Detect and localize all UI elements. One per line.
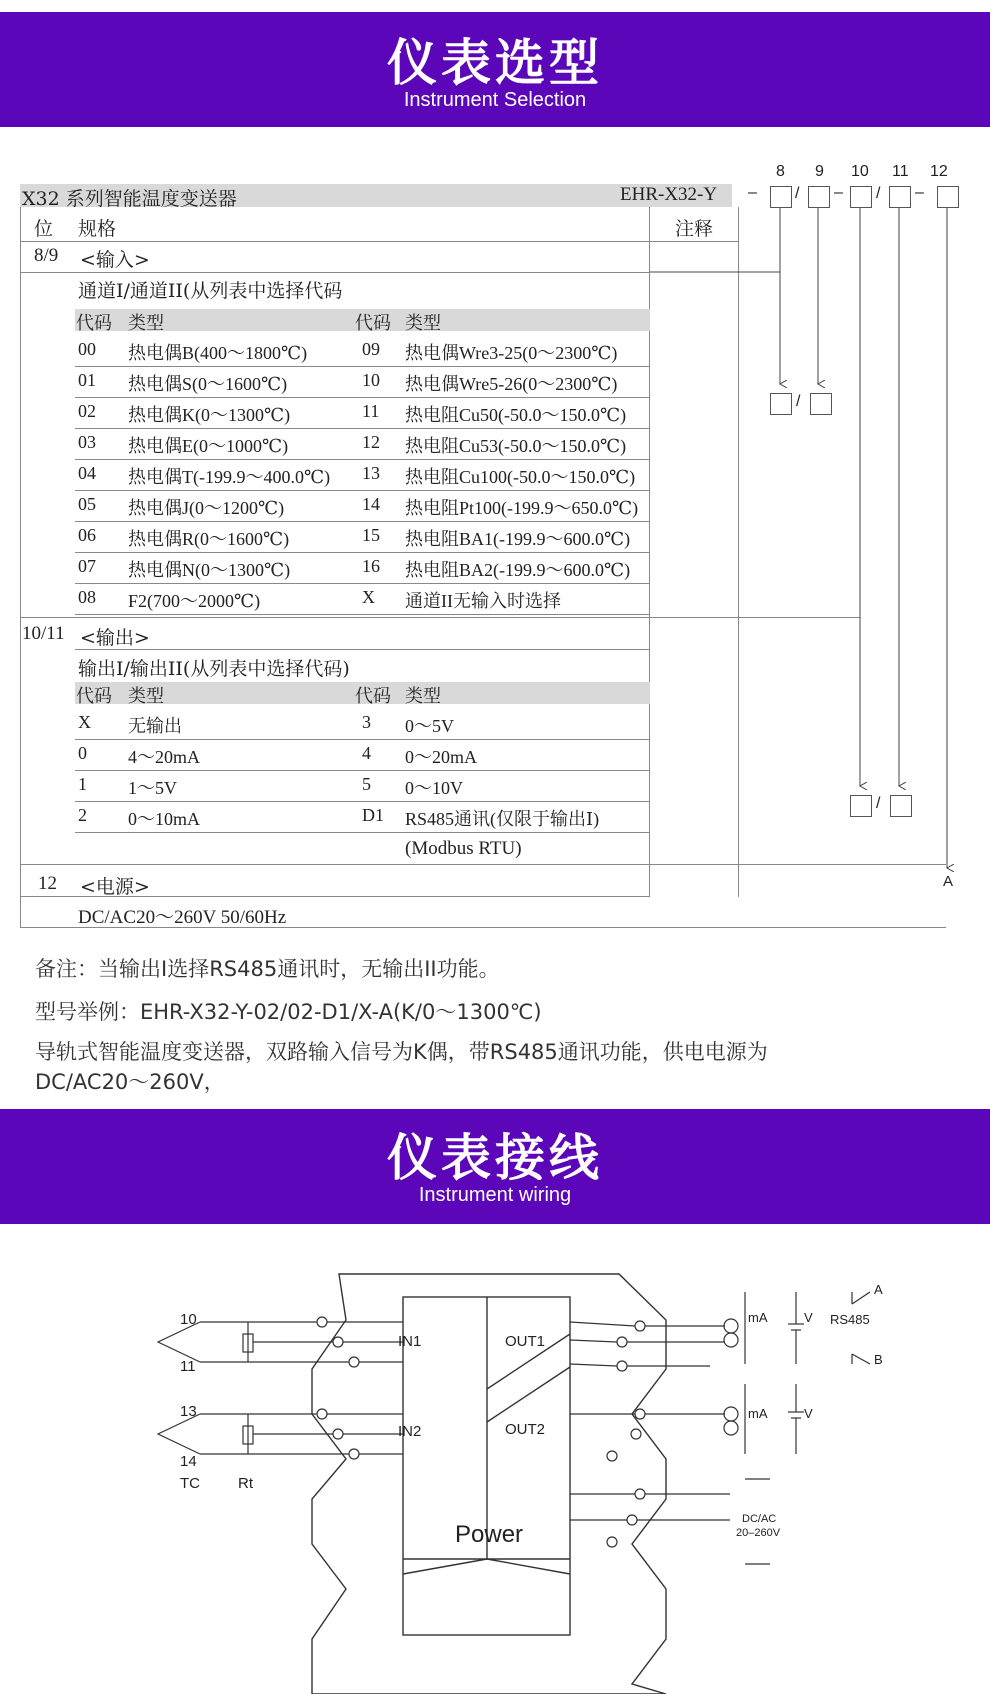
input-position: 8/9	[34, 245, 59, 266]
output-cell: 1～5V	[128, 778, 177, 798]
tc2-terminal-14: 14	[180, 1453, 197, 1470]
wiring-diagram	[0, 1224, 990, 1694]
input-cell: 03	[78, 432, 96, 452]
rs485-a: A	[874, 1282, 883, 1297]
tc1-terminal-11: 11	[180, 1358, 196, 1375]
input-cell: 热电偶Wre5-26(0～2300℃)	[405, 374, 618, 394]
output-position: 10/11	[22, 623, 65, 644]
out1-ma-label: mA	[748, 1310, 768, 1325]
input-cell: 通道II无输入时选择	[405, 591, 561, 611]
tc2-terminal-13: 13	[180, 1403, 197, 1420]
rs485-b: B	[874, 1352, 883, 1367]
input-cell: 热电阻Cu100(-50.0～150.0℃)	[405, 467, 636, 487]
tc-label: TC	[180, 1475, 200, 1492]
input-cell: 06	[78, 525, 96, 545]
output-code-header-2: 代码	[355, 686, 391, 707]
input-cell: 热电偶K(0～1300℃)	[128, 405, 291, 425]
power-code-letter: A	[943, 873, 954, 890]
output-type-header-2: 类型	[405, 686, 441, 707]
output-title: <输出>	[80, 627, 150, 649]
output-cell: 5	[362, 774, 371, 794]
note-model-example: 型号举例：EHR-X32-Y-02/02-D1/X-A(K/0～1300℃)	[35, 1000, 542, 1024]
housing-outline	[312, 1274, 666, 1694]
output-code-box-1[interactable]	[850, 795, 872, 817]
input-cell: 热电偶J(0～1200℃)	[128, 498, 285, 518]
model-prefix: EHR-X32-Y	[620, 184, 718, 205]
input-cell: 10	[362, 370, 380, 390]
output-cell: 0	[78, 743, 87, 763]
input-cell: 08	[78, 587, 96, 607]
input-cell: F2(700～2000℃)	[128, 591, 261, 611]
output-cell: RS485通讯(仅限于输出Ⅰ)	[405, 809, 600, 829]
output-cell: 4	[362, 743, 371, 763]
output-code-slash: /	[876, 795, 881, 812]
input-title: <输入>	[80, 249, 150, 271]
output-cell: 3	[362, 712, 371, 732]
banner-title: 仪表选型	[387, 34, 603, 92]
output-cell: 无输出	[128, 716, 182, 736]
output-cell: D1	[362, 805, 384, 825]
input-cell: 热电偶B(400～1800℃)	[128, 343, 308, 363]
note-description-line1: 导轨式智能温度变送器，双路输入信号为K偶，带RS485通讯功能，供电电源为	[35, 1040, 768, 1064]
input-cell: 15	[362, 525, 380, 545]
code-number-9: 9	[815, 163, 824, 180]
power-title: <电源>	[80, 876, 150, 898]
note-description-line2: DC/AC20～260V，	[35, 1070, 225, 1094]
output-code-box-2[interactable]	[890, 795, 912, 817]
col-note: 注释	[675, 218, 714, 240]
code-number-8: 8	[776, 163, 785, 180]
out2-v-label: V	[804, 1406, 813, 1421]
input-code-slash: /	[796, 393, 801, 410]
input-cell: 04	[78, 463, 96, 483]
banner-title: 仪表接线	[387, 1129, 603, 1187]
input-cell: 热电偶N(0～1300℃)	[128, 560, 291, 580]
input-code-box-2[interactable]	[810, 393, 832, 415]
output-cell: 2	[78, 805, 87, 825]
col-position: 位	[34, 218, 54, 240]
col-spec: 规格	[78, 218, 117, 240]
code-number-12: 12	[930, 163, 948, 180]
input-cell: 00	[78, 339, 96, 359]
input-cell: 01	[78, 370, 96, 390]
label-in1: IN1	[398, 1333, 422, 1350]
banner-instrument-wiring	[0, 1109, 990, 1224]
code-slash-2: /	[876, 185, 881, 202]
power-dc-ac: DC/AC	[742, 1513, 777, 1525]
input-cell: 热电偶R(0～1600℃)	[128, 529, 290, 549]
power-range: 20–260V	[736, 1527, 781, 1539]
output-modbus-note: (Modbus RTU)	[405, 838, 522, 859]
label-out2: OUT2	[505, 1421, 546, 1438]
input-cell: X	[362, 587, 375, 607]
input-code-header-2: 代码	[355, 313, 391, 334]
input-cell: 热电阻Cu53(-50.0～150.0℃)	[405, 436, 627, 456]
output-cell: 0～20mA	[405, 747, 477, 767]
label-power: Power	[455, 1521, 524, 1548]
input-cell: 热电偶T(-199.9～400.0℃)	[128, 467, 331, 487]
input-cell: 11	[362, 401, 380, 421]
input-code-box-1[interactable]	[770, 393, 792, 415]
label-out1: OUT1	[505, 1333, 546, 1350]
code-dash-1: –	[748, 184, 757, 201]
input-code-header-1: 代码	[76, 313, 112, 334]
input-cell: 热电偶S(0～1600℃)	[128, 374, 288, 394]
output-type-header-1: 类型	[128, 686, 164, 707]
input-cell: 热电阻BA2(-199.9～600.0℃)	[405, 560, 631, 580]
input-cell: 09	[362, 339, 380, 359]
input-cell: 05	[78, 494, 96, 514]
input-type-header-2: 类型	[405, 313, 441, 334]
note-remark: 备注：当输出Ⅰ选择RS485通讯时，无输出II功能。	[35, 957, 500, 981]
input-cell: 07	[78, 556, 96, 576]
input-cell: 热电阻Pt100(-199.9～650.0℃)	[405, 498, 639, 518]
output-cell: X	[78, 712, 91, 732]
series-title: X32 系列智能温度变送器	[22, 188, 237, 210]
input-type-header-1: 类型	[128, 313, 164, 334]
rs485-label: RS485	[830, 1312, 870, 1327]
output-cell: 4～20mA	[128, 747, 200, 767]
label-in2: IN2	[398, 1423, 422, 1440]
output-cell: 0～10V	[405, 778, 463, 798]
rt-label: Rt	[238, 1475, 253, 1492]
code-dash-3: –	[915, 184, 924, 201]
code-number-10: 10	[851, 163, 869, 180]
out1-v-label: V	[804, 1310, 813, 1325]
input-cell: 13	[362, 463, 380, 483]
code-number-11: 11	[892, 163, 909, 180]
out2-ma-label: mA	[748, 1406, 768, 1421]
input-cell: 热电偶Wre3-25(0～2300℃)	[405, 343, 618, 363]
tc1-terminal-10: 10	[180, 1311, 197, 1328]
code-slash-1: /	[795, 185, 800, 202]
input-cell: 14	[362, 494, 380, 514]
power-value: DC/AC20～260V 50/60Hz	[78, 907, 287, 928]
banner-subtitle: Instrument wiring	[418, 1184, 572, 1206]
input-cell: 热电阻Cu50(-50.0～150.0℃)	[405, 405, 627, 425]
input-cell: 16	[362, 556, 380, 576]
code-dash-2: –	[834, 184, 843, 201]
input-cell: 02	[78, 401, 96, 421]
input-subtitle: 通道I/通道II(从列表中选择代码	[78, 280, 343, 302]
output-cell: 0～5V	[405, 716, 454, 736]
output-subtitle: 输出I/输出II(从列表中选择代码)	[78, 658, 350, 680]
output-cell: 0～10mA	[128, 809, 200, 829]
output-code-header-1: 代码	[76, 686, 112, 707]
input-cell: 12	[362, 432, 380, 452]
input-cell: 热电偶E(0～1000℃)	[128, 436, 289, 456]
banner-subtitle: Instrument Selection	[403, 89, 587, 111]
input-cell: 热电阻BA1(-199.9～600.0℃)	[405, 529, 631, 549]
output-cell: 1	[78, 774, 87, 794]
power-position: 12	[38, 873, 57, 894]
